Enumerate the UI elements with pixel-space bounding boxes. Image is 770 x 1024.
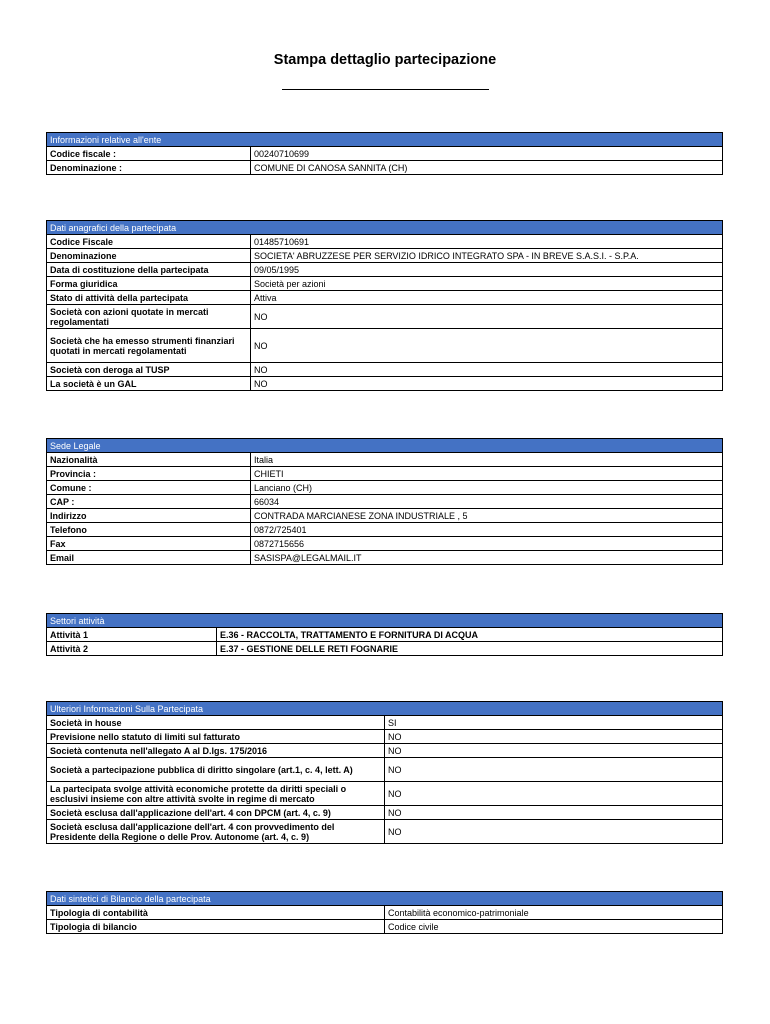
row-label: Denominazione : (47, 161, 251, 175)
row-value: Società per azioni (251, 277, 723, 291)
row-value: E.37 - GESTIONE DELLE RETI FOGNARIE (217, 642, 723, 656)
row-label: Previsione nello statuto di limiti sul fatturato (47, 730, 385, 744)
table-row (47, 642, 723, 656)
table-row (47, 305, 723, 329)
section-header: Informazioni relative all'ente (47, 133, 723, 147)
row-label: Denominazione (47, 249, 251, 263)
row-value: E.36 - RACCOLTA, TRATTAMENTO E FORNITURA DI ACQUA (217, 628, 723, 642)
table-row (47, 235, 723, 249)
row-value: Codice civile (385, 920, 723, 934)
settori-table (46, 613, 723, 656)
table-row (47, 277, 723, 291)
row-value: CONTRADA MARCIANESE ZONA INDUSTRIALE , 5 (251, 509, 723, 523)
row-label: Stato di attività della partecipata (47, 291, 251, 305)
section-header: Settori attività (47, 614, 723, 628)
table-row (47, 291, 723, 305)
row-value: 01485710691 (251, 235, 723, 249)
table-row (47, 716, 723, 730)
row-value: NO (385, 782, 723, 806)
row-label: Indirizzo (47, 509, 251, 523)
table-row (47, 363, 723, 377)
row-label: Società in house (47, 716, 385, 730)
row-value: 0872715656 (251, 537, 723, 551)
row-value: CHIETI (251, 467, 723, 481)
table-row (47, 744, 723, 758)
row-label: Società con azioni quotate in mercati regolamentati (47, 305, 251, 329)
table-row (47, 523, 723, 537)
row-value: NO (251, 329, 723, 363)
row-label: Società a partecipazione pubblica di diritto singolare (art.1, c. 4, lett. A) (47, 758, 385, 782)
row-label: Nazionalità (47, 453, 251, 467)
sede-table (46, 438, 723, 565)
row-label: Codice Fiscale (47, 235, 251, 249)
row-label: Telefono (47, 523, 251, 537)
row-label: Tipologia di bilancio (47, 920, 385, 934)
anagrafica-table (46, 220, 723, 391)
table-row (47, 249, 723, 263)
row-value: SI (385, 716, 723, 730)
row-label: CAP : (47, 495, 251, 509)
row-value: Attiva (251, 291, 723, 305)
table-row (47, 377, 723, 391)
table-row (47, 551, 723, 565)
row-value: 00240710699 (251, 147, 723, 161)
ulteriori-table (46, 701, 723, 844)
row-value: COMUNE DI CANOSA SANNITA (CH) (251, 161, 723, 175)
title-underline (282, 89, 489, 90)
row-value: NO (385, 730, 723, 744)
page-title: Stampa dettaglio partecipazione (273, 52, 497, 68)
row-value: 66034 (251, 495, 723, 509)
table-row (47, 820, 723, 844)
row-label: Attività 1 (47, 628, 217, 642)
bilancio-table (46, 891, 723, 934)
row-value: Lanciano (CH) (251, 481, 723, 495)
row-value: NO (251, 363, 723, 377)
table-row (47, 329, 723, 363)
row-value: 09/05/1995 (251, 263, 723, 277)
table-row (47, 509, 723, 523)
row-value: NO (385, 806, 723, 820)
table-row (47, 481, 723, 495)
row-value: SOCIETA' ABRUZZESE PER SERVIZIO IDRICO INTEGRATO SPA - IN BREVE S.A.S.I. - S.P.A. (251, 249, 723, 263)
row-value: NO (251, 305, 723, 329)
row-label: Email (47, 551, 251, 565)
table-row (47, 782, 723, 806)
row-label: Società esclusa dall'applicazione dell'art. 4 con DPCM (art. 4, c. 9) (47, 806, 385, 820)
row-label: La partecipata svolge attività economiche protette da diritti speciali o esclusivi insieme con altre attività svolte in regime di mercato (47, 782, 385, 806)
row-label: Forma giuridica (47, 277, 251, 291)
row-label: Provincia : (47, 467, 251, 481)
row-label: Società esclusa dall'applicazione dell'art. 4 con provvedimento del Presidente della Regione o delle Prov. Autonome (art. 4, c. 9) (47, 820, 385, 844)
row-value: NO (385, 820, 723, 844)
row-value: 0872/725401 (251, 523, 723, 537)
table-row (47, 147, 723, 161)
table-row (47, 906, 723, 920)
row-label: Tipologia di contabilità (47, 906, 385, 920)
row-label: Data di costituzione della partecipata (47, 263, 251, 277)
table-row (47, 537, 723, 551)
table-row (47, 758, 723, 782)
row-label: Fax (47, 537, 251, 551)
section-header: Sede Legale (47, 439, 723, 453)
table-row (47, 628, 723, 642)
table-row (47, 806, 723, 820)
section-header: Ulteriori Informazioni Sulla Partecipata (47, 702, 723, 716)
row-label: Società che ha emesso strumenti finanziari quotati in mercati regolamentati (47, 329, 251, 363)
table-row (47, 161, 723, 175)
row-label: Società con deroga al TUSP (47, 363, 251, 377)
row-value: NO (251, 377, 723, 391)
row-value: Italia (251, 453, 723, 467)
email-value: SASISPA@LEGALMAIL.IT (251, 551, 723, 565)
table-row (47, 467, 723, 481)
table-row (47, 453, 723, 467)
table-row (47, 920, 723, 934)
row-value: NO (385, 758, 723, 782)
row-value: Contabilità economico-patrimoniale (385, 906, 723, 920)
table-row (47, 495, 723, 509)
row-label: Codice fiscale : (47, 147, 251, 161)
section-header: Dati sintetici di Bilancio della partecipata (47, 892, 723, 906)
row-label: Comune : (47, 481, 251, 495)
row-label: Società contenuta nell'allegato A al D.lgs. 175/2016 (47, 744, 385, 758)
row-label: La società è un GAL (47, 377, 251, 391)
row-value: NO (385, 744, 723, 758)
section-header: Dati anagrafici della partecipata (47, 221, 723, 235)
row-label: Attività 2 (47, 642, 217, 656)
ente-table (46, 132, 723, 175)
table-row (47, 730, 723, 744)
table-row (47, 263, 723, 277)
